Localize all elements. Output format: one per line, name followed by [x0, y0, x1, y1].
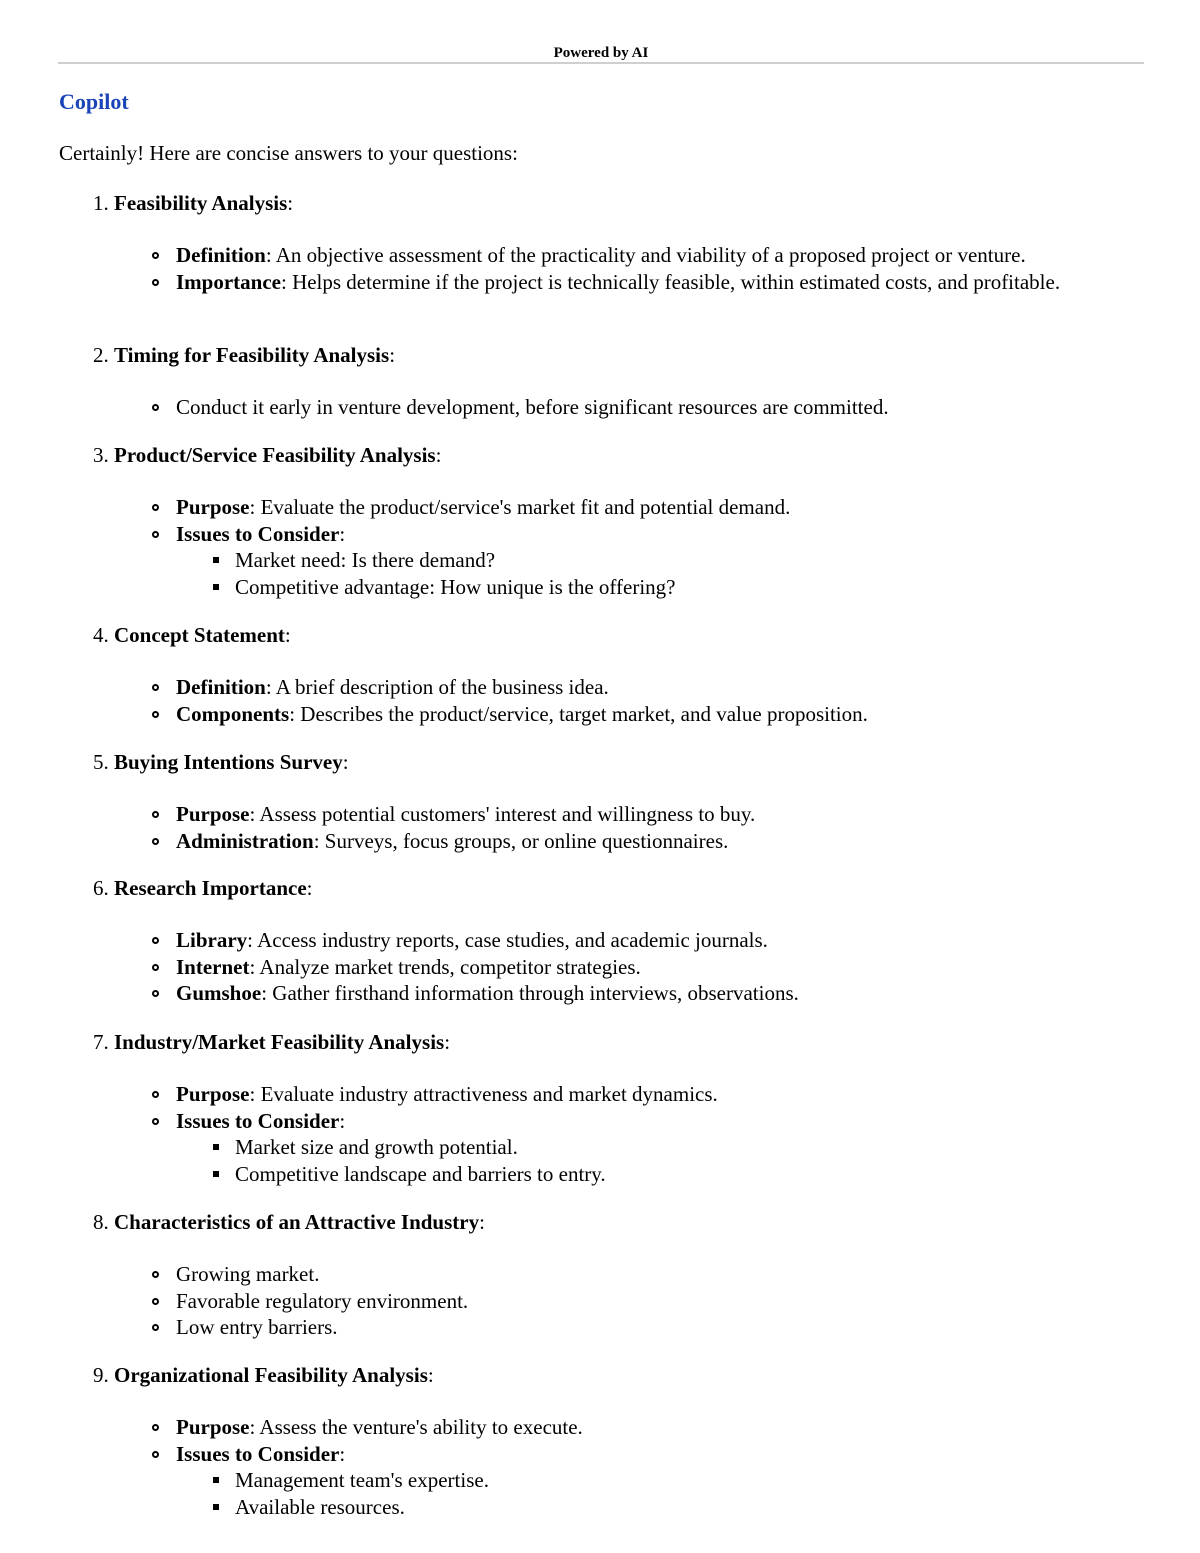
sub-list-item	[0, 1161, 1200, 1188]
section-heading-colon: :	[284, 623, 291, 647]
circle-bullet-icon	[152, 838, 159, 845]
section-items	[0, 1261, 1200, 1341]
section-heading: Product/Service Feasibility Analysis	[114, 443, 436, 467]
list-item-label: Issues to Consider	[176, 521, 340, 546]
section-number: 1.	[93, 191, 109, 215]
list-item-text	[176, 269, 1136, 296]
page-header: Powered by AI	[553, 45, 649, 61]
list-item-text	[176, 1414, 1136, 1441]
square-bullet-icon	[213, 1504, 219, 1510]
section-title	[93, 342, 395, 368]
square-bullet-icon	[213, 1171, 219, 1177]
list-item-label: Issues to Consider	[176, 1108, 340, 1133]
section-items	[0, 674, 1200, 727]
circle-bullet-icon	[152, 279, 159, 286]
section-title	[93, 190, 293, 216]
section-heading-colon: :	[342, 750, 349, 774]
list-item-text	[176, 1441, 1136, 1468]
section-heading-colon: :	[389, 343, 396, 367]
section-items	[0, 1081, 1200, 1187]
circle-bullet-icon	[152, 404, 159, 411]
section-items	[0, 394, 1200, 421]
circle-bullet-icon	[152, 1298, 159, 1305]
section-title	[93, 622, 291, 648]
list-item	[0, 521, 1200, 601]
circle-bullet-icon	[152, 504, 159, 511]
list-item-body: : Access industry reports, case studies, and academic journals.	[247, 928, 768, 952]
list-item-body: :	[339, 1108, 346, 1133]
list-item	[0, 1441, 1200, 1521]
circle-bullet-icon	[152, 531, 159, 538]
section-items	[0, 494, 1200, 600]
list-item	[0, 674, 1200, 701]
section-title	[93, 1209, 485, 1235]
list-item-text	[176, 980, 1136, 1007]
circle-bullet-icon	[152, 252, 159, 259]
section-title	[93, 749, 349, 775]
list-item	[0, 1414, 1200, 1441]
list-item-text	[176, 1108, 1136, 1135]
list-item-text	[176, 1288, 1136, 1315]
section-heading: Feasibility Analysis	[114, 191, 288, 215]
section-heading: Concept Statement	[114, 623, 285, 647]
list-item-body: :	[339, 1441, 346, 1466]
circle-bullet-icon	[152, 684, 159, 691]
list-item-body: : Evaluate industry attractiveness and market dynamics.	[249, 1082, 718, 1106]
section-number: 7.	[93, 1030, 109, 1054]
list-item-body: Favorable regulatory environment.	[176, 1288, 469, 1313]
section-heading: Research Importance	[114, 876, 307, 900]
list-item-label: Purpose	[176, 495, 250, 519]
list-item-label: Gumshoe	[176, 981, 262, 1005]
list-item-body: : Assess the venture's ability to execute.	[249, 1415, 583, 1439]
list-item	[0, 394, 1200, 421]
circle-bullet-icon	[152, 1424, 159, 1431]
list-item-body: : Analyze market trends, competitor strategies.	[249, 954, 641, 979]
list-item-text	[176, 394, 1136, 421]
section-title	[93, 875, 313, 901]
section-number: 4.	[93, 623, 109, 647]
list-item-text	[176, 954, 1136, 981]
sub-list	[176, 547, 1200, 600]
list-item-label: Library	[176, 928, 248, 952]
list-item	[0, 1288, 1200, 1315]
list-item	[0, 927, 1200, 954]
list-item-text	[176, 1081, 1136, 1108]
section-heading-colon: :	[427, 1363, 434, 1387]
list-item-text	[176, 521, 1136, 548]
list-item-label: Internet	[176, 954, 250, 979]
list-item-text	[176, 674, 1136, 701]
list-item-label: Importance	[176, 269, 281, 294]
list-item-label: Purpose	[176, 1082, 250, 1106]
list-item-body: Growing market.	[176, 1262, 320, 1286]
square-bullet-icon	[213, 557, 219, 563]
document-title: Copilot	[59, 89, 129, 114]
section-number: 5.	[93, 750, 109, 774]
list-item	[0, 1314, 1200, 1341]
list-item-body: : An objective assessment of the practicality and viability of a proposed project or venture.	[265, 243, 1026, 267]
sub-list-item	[0, 1494, 1200, 1521]
list-item	[0, 1108, 1200, 1188]
sub-list	[176, 1134, 1200, 1187]
list-item-label: Definition	[176, 243, 266, 267]
list-item-body: : Helps determine if the project is technically feasible, within estimated costs, and profitable.	[280, 269, 1061, 294]
section-number: 9.	[93, 1363, 109, 1387]
list-item-text	[176, 927, 1136, 954]
sub-list-item	[0, 574, 1200, 601]
square-bullet-icon	[213, 584, 219, 590]
list-item-body: : Evaluate the product/service's market fit and potential demand.	[249, 495, 791, 519]
list-item-body: : A brief description of the business idea.	[265, 675, 609, 699]
circle-bullet-icon	[152, 990, 159, 997]
intro-text: Certainly! Here are concise answers to your questions:	[59, 141, 518, 165]
sub-list-item	[0, 1467, 1200, 1494]
circle-bullet-icon	[152, 1118, 159, 1125]
sub-list-item	[0, 547, 1200, 574]
square-bullet-icon	[213, 1144, 219, 1150]
section-heading: Organizational Feasibility Analysis	[114, 1363, 428, 1387]
circle-bullet-icon	[152, 1451, 159, 1458]
section-items	[0, 1414, 1200, 1520]
list-item-label: Issues to Consider	[176, 1441, 340, 1466]
section-heading-colon: :	[479, 1210, 485, 1234]
section-heading-colon: :	[435, 443, 442, 467]
list-item-text	[176, 1314, 1136, 1341]
list-item-body: : Assess potential customers' interest and willingness to buy.	[249, 802, 756, 826]
section-number: 2.	[93, 343, 109, 367]
section-title	[93, 442, 441, 468]
section-title	[93, 1362, 434, 1388]
section-number: 6.	[93, 876, 109, 900]
section-heading: Industry/Market Feasibility Analysis	[114, 1030, 445, 1054]
list-item	[0, 1261, 1200, 1288]
section-heading: Buying Intentions Survey	[114, 750, 343, 774]
list-item	[0, 980, 1200, 1007]
sub-list-item	[0, 1134, 1200, 1161]
list-item	[0, 1081, 1200, 1108]
list-item-text	[176, 828, 1136, 855]
list-item-text	[176, 801, 1136, 828]
section-number: 8.	[93, 1210, 109, 1234]
sub-list-item-text: Available resources.	[235, 1494, 405, 1519]
list-item-label: Definition	[176, 675, 266, 699]
sub-list-item-text: Management team's expertise.	[235, 1468, 489, 1492]
list-item-body: Conduct it early in venture development, before significant resources are committed.	[176, 395, 889, 419]
list-item-body: : Describes the product/service, target market, and value proposition.	[289, 701, 868, 726]
list-item	[0, 954, 1200, 981]
list-item-label: Purpose	[176, 1415, 250, 1439]
circle-bullet-icon	[152, 1324, 159, 1331]
sub-list-item-text: Competitive landscape and barriers to entry.	[235, 1161, 606, 1186]
sub-list-item-text: Competitive advantage: How unique is the offering?	[235, 574, 676, 599]
list-item-body: Low entry barriers.	[176, 1315, 338, 1339]
list-item-body: :	[339, 521, 346, 546]
list-item-body: : Surveys, focus groups, or online questionnaires.	[313, 828, 729, 853]
section-items	[0, 927, 1200, 1007]
list-item	[0, 801, 1200, 828]
list-item	[0, 269, 1200, 296]
sub-list-item-text: Market need: Is there demand?	[235, 548, 496, 572]
circle-bullet-icon	[152, 1091, 159, 1098]
list-item-text	[176, 1261, 1136, 1288]
list-item-text	[176, 242, 1136, 269]
list-item-body: : Gather firsthand information through interviews, observations.	[261, 981, 799, 1005]
list-item-label: Administration	[176, 828, 314, 853]
section-heading-colon: :	[444, 1030, 451, 1054]
sub-list-item-text: Market size and growth potential.	[235, 1135, 518, 1159]
list-item	[0, 494, 1200, 521]
section-title	[93, 1029, 450, 1055]
list-item	[0, 242, 1200, 269]
section-items	[0, 801, 1200, 854]
list-item	[0, 701, 1200, 728]
section-heading-colon: :	[287, 191, 294, 215]
sub-list	[176, 1467, 1200, 1520]
list-item-text	[176, 701, 1136, 728]
list-item-text	[176, 494, 1136, 521]
circle-bullet-icon	[152, 937, 159, 944]
section-heading: Characteristics of an Attractive Industry	[114, 1210, 480, 1234]
square-bullet-icon	[213, 1477, 219, 1483]
circle-bullet-icon	[152, 811, 159, 818]
list-item	[0, 828, 1200, 855]
circle-bullet-icon	[152, 1271, 159, 1278]
circle-bullet-icon	[152, 711, 159, 718]
section-number: 3.	[93, 443, 109, 467]
section-items	[0, 242, 1200, 295]
list-item-label: Components	[176, 701, 290, 726]
section-heading: Timing for Feasibility Analysis	[114, 343, 390, 367]
section-heading-colon: :	[306, 876, 313, 900]
list-item-label: Purpose	[176, 802, 250, 826]
circle-bullet-icon	[152, 964, 159, 971]
